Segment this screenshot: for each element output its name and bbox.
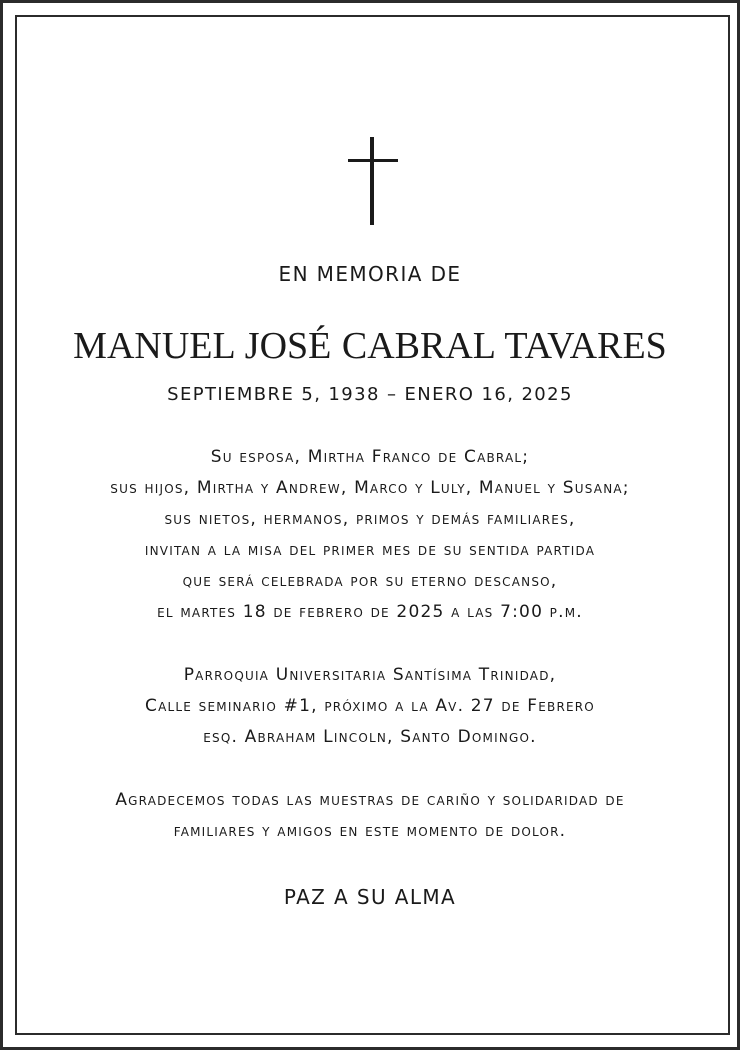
life-dates: SEPTIEMBRE 5, 1938 – ENERO 16, 2025 [167, 384, 573, 405]
thanks-line-1: Agradecemos todas las muestras de cariño y solidaridad de [115, 790, 625, 810]
family-line-1: Su esposa, Mirtha Franco de Cabral; [210, 447, 530, 467]
deceased-name: MANUEL JOSÉ CABRAL TAVARES [73, 325, 667, 367]
family-line-3: sus nietos, hermanos, primos y demás familiares, [164, 509, 576, 529]
invitation-line-1: invitan a la misa del primer mes de su sentida partida [144, 540, 596, 560]
cross-icon [348, 137, 398, 225]
location-line-2: Calle seminario #1, próximo a la Av. 27 de Febrero [145, 696, 595, 716]
thanks-line-2: familiares y amigos en este momento de dolor. [173, 821, 567, 841]
location-line-3: esq. Abraham Lincoln, Santo Domingo. [203, 727, 537, 747]
family-line-2: sus hijos, Mirtha y Andrew, Marco y Luly, Manuel y Susana; [110, 478, 630, 498]
mass-date-line: el martes 18 de febrero de 2025 a las 7:00 p.m. [157, 602, 583, 622]
closing-line: PAZ A SU ALMA [283, 885, 457, 909]
memorial-heading: EN MEMORIA DE [278, 262, 462, 286]
invitation-line-2: que será celebrada por su eterno descanso, [182, 571, 558, 591]
location-line-1: Parroquia Universitaria Santísima Trinidad, [183, 665, 557, 685]
